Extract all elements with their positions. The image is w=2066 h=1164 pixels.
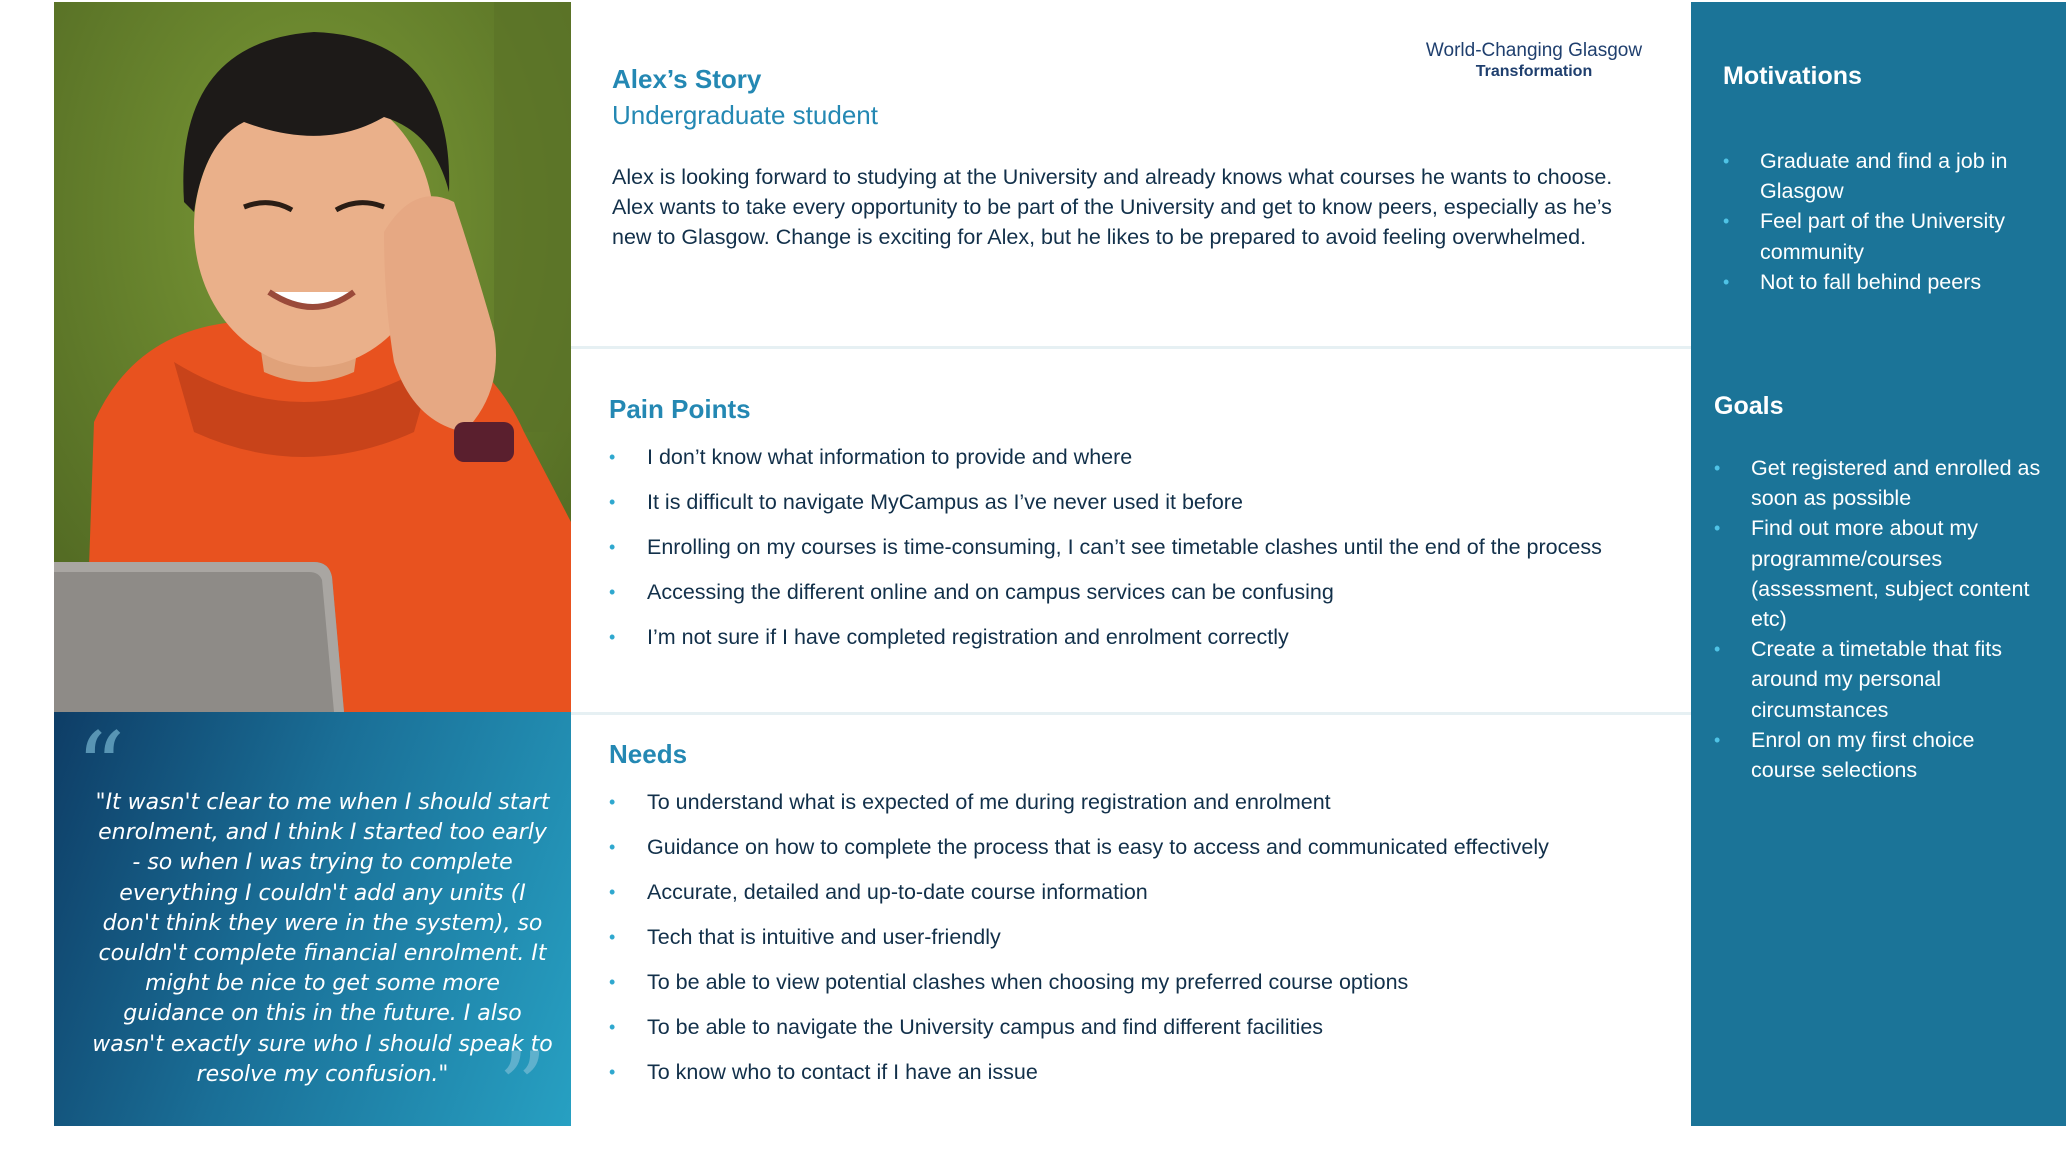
list-item [609, 442, 1689, 487]
list-item [609, 922, 1689, 967]
list-item [609, 577, 1689, 622]
list-item [1714, 725, 2044, 785]
bullet-icon: • [1714, 518, 1721, 539]
logo-line-1: World-Changing Glasgow [1425, 40, 1643, 61]
logo-line-2: Transformation [1475, 63, 1593, 80]
pain-points-title: Pain Points [609, 394, 751, 424]
needs-list [609, 787, 1689, 1102]
list-item-text: Create a timetable that fits around my personal circumstances [1751, 637, 2002, 722]
bullet-icon: • [1714, 639, 1721, 660]
list-item-text: Not to fall behind peers [1760, 269, 1982, 294]
bullet-icon: • [609, 837, 616, 857]
list-item-text: Get registered and enrolled as soon as possible [1751, 456, 2041, 511]
list-item-text: Graduate and find a job in Glasgow [1760, 149, 2008, 204]
list-item [609, 1012, 1689, 1057]
bullet-icon: • [609, 447, 616, 467]
quote-box [54, 712, 571, 1144]
close-quote-icon: ” [497, 1032, 547, 1144]
list-item-text: Guidance on how to complete the process that is easy to access and communicated effectively [647, 835, 1549, 859]
list-item-text: Accessing the different online and on campus services can be confusing [647, 580, 1334, 604]
bullet-icon: • [609, 627, 616, 647]
bullet-icon: • [609, 1062, 616, 1082]
list-item [1714, 453, 2044, 513]
story-subtitle: Undergraduate student [612, 100, 878, 130]
divider [571, 712, 1691, 715]
list-item [609, 622, 1689, 667]
list-item-text: Enrol on my first choice course selections [1751, 727, 1975, 783]
list-item [609, 1057, 1689, 1102]
list-item [1714, 634, 2044, 725]
logo [1384, 40, 1684, 81]
open-quote-icon: “ [76, 712, 126, 824]
list-item-text: To be able to view potential clashes when choosing my preferred course options [647, 970, 1409, 994]
side-panel [1691, 2, 2066, 1126]
list-item [1723, 267, 2043, 297]
list-item [609, 787, 1689, 832]
motivations-title: Motivations [1723, 62, 1862, 90]
bullet-icon: • [609, 582, 616, 602]
pain-points-list [609, 442, 1689, 667]
bullet-icon: • [1723, 151, 1730, 171]
list-item [609, 532, 1689, 577]
list-item-text: It is difficult to navigate MyCampus as I’ve never used it before [647, 490, 1243, 514]
quote-text: "It wasn't clear to me when I should start enrolment, and I think I started too early - so when I was trying to complete everything I couldn't add any units (I don't think they were in the system), so couldn't complete financial enrolment. It might be nice to get some more guidance on this in the future. I also wasn't exactly sure who I should speak to resolve my confusion." [92, 790, 553, 1087]
list-item-text: Tech that is intuitive and user-friendly [647, 925, 1001, 949]
list-item-text: Enrolling on my courses is time-consuming, I can’t see timetable clashes until the end of the process [647, 535, 1602, 559]
bullet-icon: • [609, 927, 616, 947]
student-photo [54, 2, 571, 712]
motivations-list [1723, 146, 2043, 297]
list-item-text: To be able to navigate the University campus and find different facilities [647, 1015, 1324, 1039]
list-item-text: Find out more about my programme/courses (assessment, subject content etc) [1751, 516, 2030, 632]
bullet-icon: • [609, 492, 616, 512]
bullet-icon: • [609, 882, 616, 902]
list-item [609, 967, 1689, 1012]
list-item [1723, 206, 2043, 266]
list-item-text: I don’t know what information to provide and where [647, 445, 1133, 469]
bullet-icon: • [609, 1017, 616, 1037]
list-item [1714, 513, 2044, 634]
needs-title: Needs [609, 739, 688, 769]
bullet-icon: • [609, 792, 616, 812]
list-item [1723, 146, 2043, 206]
bullet-icon: • [1723, 211, 1730, 232]
bullet-icon: • [609, 972, 616, 992]
list-item-text: To understand what is expected of me during registration and enrolment [647, 790, 1331, 814]
bullet-icon: • [609, 537, 616, 557]
list-item-text: I’m not sure if I have completed registration and enrolment correctly [647, 625, 1289, 649]
list-item-text: To know who to contact if I have an issue [647, 1060, 1038, 1084]
story-body: Alex is looking forward to studying at the University and already knows what courses he wants to choose. Alex wants to take every opportunity to be part of the University and get to know peers, especially as he’s new to Glasgow. Change is exciting for Alex, but he likes to be prepared to avoid feeling overwhelmed. [612, 165, 1613, 249]
divider [571, 346, 1691, 349]
list-item-text: Accurate, detailed and up-to-date course information [647, 880, 1148, 904]
goals-title: Goals [1714, 392, 1784, 420]
story-title: Alex’s Story [612, 64, 762, 94]
bullet-icon: • [1723, 271, 1730, 292]
bullet-icon: • [1714, 458, 1721, 478]
goals-list [1714, 453, 2044, 785]
bullet-icon: • [1714, 729, 1721, 750]
list-item-text: Feel part of the University community [1760, 209, 2005, 264]
list-item [609, 832, 1689, 877]
list-item [609, 487, 1689, 532]
list-item [609, 877, 1689, 922]
